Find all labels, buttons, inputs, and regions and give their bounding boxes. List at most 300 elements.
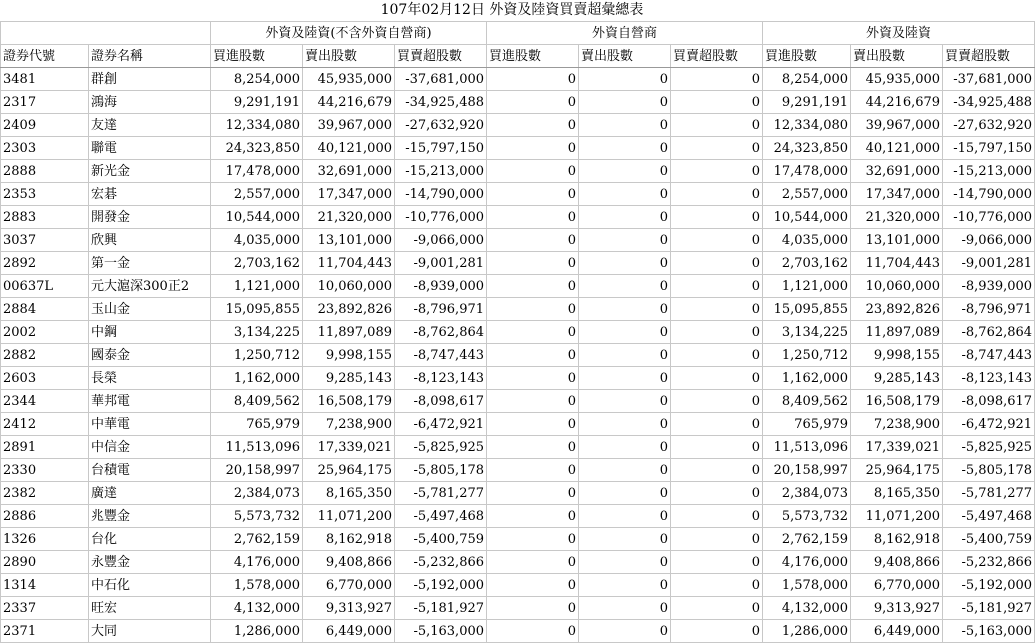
table-row (1, 114, 1035, 137)
stock-name-cell: 群創 (89, 68, 211, 91)
net-shares-cell: -27,632,920 (395, 114, 487, 137)
dealer-sell-cell: 0 (579, 528, 671, 551)
sell-shares-cell: 21,320,000 (303, 206, 395, 229)
net-shares-cell: -8,939,000 (395, 275, 487, 298)
stock-name-cell: 第一金 (89, 252, 211, 275)
net-shares-cell: -15,213,000 (395, 160, 487, 183)
dealer-buy-cell: 0 (487, 367, 579, 390)
total-buy-cell: 2,557,000 (763, 183, 851, 206)
dealer-buy-cell: 0 (487, 413, 579, 436)
dealer-buy-cell: 0 (487, 252, 579, 275)
sell-shares-cell: 9,313,927 (303, 597, 395, 620)
total-buy-cell: 9,291,191 (763, 91, 851, 114)
net-shares-cell: -8,762,864 (395, 321, 487, 344)
dealer-sell-cell: 0 (579, 68, 671, 91)
buy-shares-cell: 2,557,000 (211, 183, 303, 206)
net-shares-cell: -5,232,866 (395, 551, 487, 574)
stock-code-cell: 2892 (1, 252, 89, 275)
stock-code-cell: 2303 (1, 137, 89, 160)
dealer-sell-cell: 0 (579, 597, 671, 620)
net-shares-cell: -37,681,000 (395, 68, 487, 91)
table-body (1, 68, 1035, 643)
dealer-buy-cell: 0 (487, 551, 579, 574)
table-row (1, 528, 1035, 551)
total-sell-cell: 10,060,000 (851, 275, 943, 298)
total-buy-cell: 4,176,000 (763, 551, 851, 574)
column-header: 證券代號 (1, 45, 89, 68)
total-sell-cell: 8,165,350 (851, 482, 943, 505)
sell-shares-cell: 11,897,089 (303, 321, 395, 344)
stock-code-cell: 1326 (1, 528, 89, 551)
total-buy-cell: 4,132,000 (763, 597, 851, 620)
dealer-net-cell: 0 (671, 528, 763, 551)
stock-code-cell: 2412 (1, 413, 89, 436)
stock-name-cell: 永豐金 (89, 551, 211, 574)
net-shares-cell: -5,400,759 (395, 528, 487, 551)
sell-shares-cell: 17,347,000 (303, 183, 395, 206)
total-net-cell: -5,181,927 (943, 597, 1035, 620)
dealer-sell-cell: 0 (579, 620, 671, 643)
total-buy-cell: 1,121,000 (763, 275, 851, 298)
stock-code-cell: 2891 (1, 436, 89, 459)
total-net-cell: -10,776,000 (943, 206, 1035, 229)
buy-shares-cell: 2,703,162 (211, 252, 303, 275)
group-header-blank (1, 22, 211, 45)
group-header-foreign-dealer: 外資自營商 (487, 22, 763, 45)
table-row (1, 252, 1035, 275)
total-sell-cell: 32,691,000 (851, 160, 943, 183)
dealer-sell-cell: 0 (579, 229, 671, 252)
dealer-net-cell: 0 (671, 436, 763, 459)
total-net-cell: -5,825,925 (943, 436, 1035, 459)
total-sell-cell: 39,967,000 (851, 114, 943, 137)
total-net-cell: -9,066,000 (943, 229, 1035, 252)
column-header: 賣出股數 (579, 45, 671, 68)
total-buy-cell: 3,134,225 (763, 321, 851, 344)
dealer-net-cell: 0 (671, 367, 763, 390)
buy-shares-cell: 3,134,225 (211, 321, 303, 344)
dealer-buy-cell: 0 (487, 91, 579, 114)
total-sell-cell: 17,347,000 (851, 183, 943, 206)
total-buy-cell: 2,762,159 (763, 528, 851, 551)
sell-shares-cell: 7,238,900 (303, 413, 395, 436)
column-header: 買賣超股數 (943, 45, 1035, 68)
net-shares-cell: -9,001,281 (395, 252, 487, 275)
net-shares-cell: -6,472,921 (395, 413, 487, 436)
dealer-sell-cell: 0 (579, 91, 671, 114)
sell-shares-cell: 8,162,918 (303, 528, 395, 551)
total-sell-cell: 8,162,918 (851, 528, 943, 551)
total-net-cell: -5,192,000 (943, 574, 1035, 597)
dealer-net-cell: 0 (671, 459, 763, 482)
sell-shares-cell: 16,508,179 (303, 390, 395, 413)
buy-shares-cell: 11,513,096 (211, 436, 303, 459)
column-header: 買賣超股數 (671, 45, 763, 68)
total-buy-cell: 1,286,000 (763, 620, 851, 643)
total-sell-cell: 45,935,000 (851, 68, 943, 91)
dealer-buy-cell: 0 (487, 505, 579, 528)
buy-shares-cell: 8,409,562 (211, 390, 303, 413)
total-buy-cell: 4,035,000 (763, 229, 851, 252)
buy-shares-cell: 1,121,000 (211, 275, 303, 298)
dealer-sell-cell: 0 (579, 344, 671, 367)
column-header: 證券名稱 (89, 45, 211, 68)
dealer-buy-cell: 0 (487, 160, 579, 183)
sell-shares-cell: 9,285,143 (303, 367, 395, 390)
column-header: 買進股數 (211, 45, 303, 68)
stock-name-cell: 宏碁 (89, 183, 211, 206)
net-shares-cell: -14,790,000 (395, 183, 487, 206)
stock-name-cell: 中石化 (89, 574, 211, 597)
buy-shares-cell: 4,176,000 (211, 551, 303, 574)
dealer-net-cell: 0 (671, 321, 763, 344)
total-buy-cell: 5,573,732 (763, 505, 851, 528)
total-net-cell: -5,232,866 (943, 551, 1035, 574)
net-shares-cell: -34,925,488 (395, 91, 487, 114)
group-header-row (1, 22, 1035, 45)
dealer-net-cell: 0 (671, 229, 763, 252)
net-shares-cell: -5,781,277 (395, 482, 487, 505)
dealer-net-cell: 0 (671, 68, 763, 91)
total-net-cell: -9,001,281 (943, 252, 1035, 275)
total-sell-cell: 11,071,200 (851, 505, 943, 528)
dealer-net-cell: 0 (671, 620, 763, 643)
sell-shares-cell: 9,408,866 (303, 551, 395, 574)
net-shares-cell: -5,181,927 (395, 597, 487, 620)
net-shares-cell: -5,805,178 (395, 459, 487, 482)
dealer-net-cell: 0 (671, 275, 763, 298)
total-net-cell: -5,781,277 (943, 482, 1035, 505)
stock-code-cell: 2344 (1, 390, 89, 413)
dealer-net-cell: 0 (671, 160, 763, 183)
stock-code-cell: 3481 (1, 68, 89, 91)
stock-code-cell: 2886 (1, 505, 89, 528)
buy-shares-cell: 9,291,191 (211, 91, 303, 114)
dealer-net-cell: 0 (671, 574, 763, 597)
sell-shares-cell: 45,935,000 (303, 68, 395, 91)
dealer-net-cell: 0 (671, 183, 763, 206)
sell-shares-cell: 6,449,000 (303, 620, 395, 643)
stock-name-cell: 開發金 (89, 206, 211, 229)
net-shares-cell: -10,776,000 (395, 206, 487, 229)
total-sell-cell: 44,216,679 (851, 91, 943, 114)
buy-shares-cell: 4,132,000 (211, 597, 303, 620)
total-buy-cell: 17,478,000 (763, 160, 851, 183)
dealer-sell-cell: 0 (579, 275, 671, 298)
net-shares-cell: -5,192,000 (395, 574, 487, 597)
dealer-sell-cell: 0 (579, 505, 671, 528)
dealer-buy-cell: 0 (487, 344, 579, 367)
dealer-sell-cell: 0 (579, 436, 671, 459)
stock-code-cell: 2337 (1, 597, 89, 620)
stock-code-cell: 2371 (1, 620, 89, 643)
sell-shares-cell: 44,216,679 (303, 91, 395, 114)
table-row (1, 206, 1035, 229)
stock-name-cell: 台積電 (89, 459, 211, 482)
stock-code-cell: 2317 (1, 91, 89, 114)
buy-shares-cell: 15,095,855 (211, 298, 303, 321)
stock-code-cell: 1314 (1, 574, 89, 597)
total-buy-cell: 1,578,000 (763, 574, 851, 597)
total-sell-cell: 11,704,443 (851, 252, 943, 275)
dealer-buy-cell: 0 (487, 321, 579, 344)
stock-name-cell: 國泰金 (89, 344, 211, 367)
dealer-buy-cell: 0 (487, 114, 579, 137)
dealer-buy-cell: 0 (487, 528, 579, 551)
stock-name-cell: 元大滬深300正2 (89, 275, 211, 298)
column-header: 買進股數 (763, 45, 851, 68)
stock-name-cell: 大同 (89, 620, 211, 643)
total-sell-cell: 40,121,000 (851, 137, 943, 160)
net-shares-cell: -8,098,617 (395, 390, 487, 413)
total-net-cell: -5,805,178 (943, 459, 1035, 482)
buy-shares-cell: 2,762,159 (211, 528, 303, 551)
report-title: 107年02月12日 外資及陸資買賣超彙總表 (380, 2, 644, 18)
sell-shares-cell: 13,101,000 (303, 229, 395, 252)
dealer-net-cell: 0 (671, 505, 763, 528)
sell-shares-cell: 8,165,350 (303, 482, 395, 505)
total-sell-cell: 11,897,089 (851, 321, 943, 344)
trading-summary-table (0, 21, 1035, 643)
stock-name-cell: 欣興 (89, 229, 211, 252)
total-sell-cell: 25,964,175 (851, 459, 943, 482)
stock-name-cell: 廣達 (89, 482, 211, 505)
sell-shares-cell: 40,121,000 (303, 137, 395, 160)
sell-shares-cell: 32,691,000 (303, 160, 395, 183)
buy-shares-cell: 17,478,000 (211, 160, 303, 183)
dealer-buy-cell: 0 (487, 620, 579, 643)
total-buy-cell: 12,334,080 (763, 114, 851, 137)
dealer-sell-cell: 0 (579, 367, 671, 390)
column-header: 買賣超股數 (395, 45, 487, 68)
total-net-cell: -27,632,920 (943, 114, 1035, 137)
dealer-sell-cell: 0 (579, 114, 671, 137)
column-header: 賣出股數 (303, 45, 395, 68)
total-buy-cell: 11,513,096 (763, 436, 851, 459)
total-sell-cell: 6,770,000 (851, 574, 943, 597)
table-row (1, 413, 1035, 436)
buy-shares-cell: 8,254,000 (211, 68, 303, 91)
sell-shares-cell: 9,998,155 (303, 344, 395, 367)
total-net-cell: -37,681,000 (943, 68, 1035, 91)
dealer-sell-cell: 0 (579, 459, 671, 482)
stock-name-cell: 長榮 (89, 367, 211, 390)
table-row (1, 321, 1035, 344)
dealer-sell-cell: 0 (579, 160, 671, 183)
total-buy-cell: 20,158,997 (763, 459, 851, 482)
dealer-sell-cell: 0 (579, 183, 671, 206)
dealer-sell-cell: 0 (579, 390, 671, 413)
dealer-net-cell: 0 (671, 482, 763, 505)
stock-code-cell: 2882 (1, 344, 89, 367)
dealer-buy-cell: 0 (487, 206, 579, 229)
sell-shares-cell: 17,339,021 (303, 436, 395, 459)
table-row (1, 574, 1035, 597)
stock-code-cell: 2890 (1, 551, 89, 574)
total-sell-cell: 13,101,000 (851, 229, 943, 252)
dealer-net-cell: 0 (671, 413, 763, 436)
table-row (1, 482, 1035, 505)
total-net-cell: -15,213,000 (943, 160, 1035, 183)
total-net-cell: -8,939,000 (943, 275, 1035, 298)
dealer-net-cell: 0 (671, 344, 763, 367)
dealer-net-cell: 0 (671, 252, 763, 275)
stock-name-cell: 鴻海 (89, 91, 211, 114)
total-buy-cell: 8,409,562 (763, 390, 851, 413)
net-shares-cell: -8,796,971 (395, 298, 487, 321)
table-row (1, 367, 1035, 390)
total-net-cell: -14,790,000 (943, 183, 1035, 206)
total-buy-cell: 2,384,073 (763, 482, 851, 505)
stock-name-cell: 中信金 (89, 436, 211, 459)
dealer-net-cell: 0 (671, 298, 763, 321)
total-net-cell: -5,400,759 (943, 528, 1035, 551)
buy-shares-cell: 24,323,850 (211, 137, 303, 160)
table-row (1, 620, 1035, 643)
stock-name-cell: 中鋼 (89, 321, 211, 344)
dealer-net-cell: 0 (671, 206, 763, 229)
dealer-sell-cell: 0 (579, 206, 671, 229)
dealer-net-cell: 0 (671, 91, 763, 114)
column-header: 買進股數 (487, 45, 579, 68)
table-row (1, 551, 1035, 574)
total-net-cell: -8,762,864 (943, 321, 1035, 344)
dealer-net-cell: 0 (671, 114, 763, 137)
total-buy-cell: 2,703,162 (763, 252, 851, 275)
dealer-sell-cell: 0 (579, 482, 671, 505)
stock-code-cell: 2409 (1, 114, 89, 137)
total-sell-cell: 9,408,866 (851, 551, 943, 574)
dealer-buy-cell: 0 (487, 68, 579, 91)
sell-shares-cell: 25,964,175 (303, 459, 395, 482)
net-shares-cell: -8,123,143 (395, 367, 487, 390)
stock-code-cell: 2330 (1, 459, 89, 482)
table-row (1, 137, 1035, 160)
group-header-foreign-total: 外資及陸資 (763, 22, 1035, 45)
dealer-sell-cell: 0 (579, 298, 671, 321)
stock-code-cell: 3037 (1, 229, 89, 252)
dealer-sell-cell: 0 (579, 413, 671, 436)
table-row (1, 160, 1035, 183)
column-header-row (1, 45, 1035, 68)
total-buy-cell: 1,250,712 (763, 344, 851, 367)
total-net-cell: -8,747,443 (943, 344, 1035, 367)
stock-code-cell: 2603 (1, 367, 89, 390)
total-sell-cell: 9,285,143 (851, 367, 943, 390)
stock-name-cell: 台化 (89, 528, 211, 551)
total-buy-cell: 10,544,000 (763, 206, 851, 229)
dealer-buy-cell: 0 (487, 298, 579, 321)
dealer-buy-cell: 0 (487, 597, 579, 620)
total-sell-cell: 9,313,927 (851, 597, 943, 620)
total-sell-cell: 9,998,155 (851, 344, 943, 367)
stock-name-cell: 華邦電 (89, 390, 211, 413)
table-row (1, 597, 1035, 620)
net-shares-cell: -5,825,925 (395, 436, 487, 459)
total-net-cell: -8,796,971 (943, 298, 1035, 321)
dealer-net-cell: 0 (671, 137, 763, 160)
table-row (1, 344, 1035, 367)
dealer-buy-cell: 0 (487, 183, 579, 206)
total-buy-cell: 15,095,855 (763, 298, 851, 321)
buy-shares-cell: 765,979 (211, 413, 303, 436)
total-sell-cell: 17,339,021 (851, 436, 943, 459)
total-buy-cell: 1,162,000 (763, 367, 851, 390)
buy-shares-cell: 12,334,080 (211, 114, 303, 137)
stock-name-cell: 中華電 (89, 413, 211, 436)
total-buy-cell: 8,254,000 (763, 68, 851, 91)
buy-shares-cell: 1,578,000 (211, 574, 303, 597)
net-shares-cell: -15,797,150 (395, 137, 487, 160)
stock-code-cell: 2382 (1, 482, 89, 505)
total-net-cell: -5,497,468 (943, 505, 1035, 528)
dealer-buy-cell: 0 (487, 275, 579, 298)
dealer-sell-cell: 0 (579, 252, 671, 275)
sell-shares-cell: 11,071,200 (303, 505, 395, 528)
buy-shares-cell: 10,544,000 (211, 206, 303, 229)
table-row (1, 91, 1035, 114)
table-row (1, 505, 1035, 528)
total-buy-cell: 765,979 (763, 413, 851, 436)
stock-code-cell: 2883 (1, 206, 89, 229)
dealer-sell-cell: 0 (579, 574, 671, 597)
dealer-buy-cell: 0 (487, 574, 579, 597)
table-row (1, 298, 1035, 321)
net-shares-cell: -9,066,000 (395, 229, 487, 252)
table-row (1, 68, 1035, 91)
sell-shares-cell: 23,892,826 (303, 298, 395, 321)
stock-code-cell: 2884 (1, 298, 89, 321)
sell-shares-cell: 11,704,443 (303, 252, 395, 275)
table-row (1, 229, 1035, 252)
dealer-buy-cell: 0 (487, 229, 579, 252)
table-row (1, 459, 1035, 482)
total-sell-cell: 21,320,000 (851, 206, 943, 229)
stock-name-cell: 兆豐金 (89, 505, 211, 528)
table-row (1, 436, 1035, 459)
buy-shares-cell: 2,384,073 (211, 482, 303, 505)
total-sell-cell: 23,892,826 (851, 298, 943, 321)
stock-code-cell: 00637L (1, 275, 89, 298)
total-buy-cell: 24,323,850 (763, 137, 851, 160)
dealer-buy-cell: 0 (487, 459, 579, 482)
total-net-cell: -34,925,488 (943, 91, 1035, 114)
total-sell-cell: 16,508,179 (851, 390, 943, 413)
dealer-buy-cell: 0 (487, 137, 579, 160)
stock-name-cell: 聯電 (89, 137, 211, 160)
dealer-buy-cell: 0 (487, 436, 579, 459)
dealer-sell-cell: 0 (579, 551, 671, 574)
net-shares-cell: -5,163,000 (395, 620, 487, 643)
table-header (1, 22, 1035, 68)
total-net-cell: -15,797,150 (943, 137, 1035, 160)
buy-shares-cell: 20,158,997 (211, 459, 303, 482)
total-net-cell: -8,098,617 (943, 390, 1035, 413)
buy-shares-cell: 1,250,712 (211, 344, 303, 367)
dealer-sell-cell: 0 (579, 137, 671, 160)
buy-shares-cell: 5,573,732 (211, 505, 303, 528)
table-row (1, 275, 1035, 298)
stock-name-cell: 友達 (89, 114, 211, 137)
total-sell-cell: 7,238,900 (851, 413, 943, 436)
dealer-net-cell: 0 (671, 597, 763, 620)
stock-name-cell: 旺宏 (89, 597, 211, 620)
dealer-net-cell: 0 (671, 551, 763, 574)
buy-shares-cell: 1,286,000 (211, 620, 303, 643)
net-shares-cell: -8,747,443 (395, 344, 487, 367)
stock-code-cell: 2353 (1, 183, 89, 206)
stock-code-cell: 2888 (1, 160, 89, 183)
